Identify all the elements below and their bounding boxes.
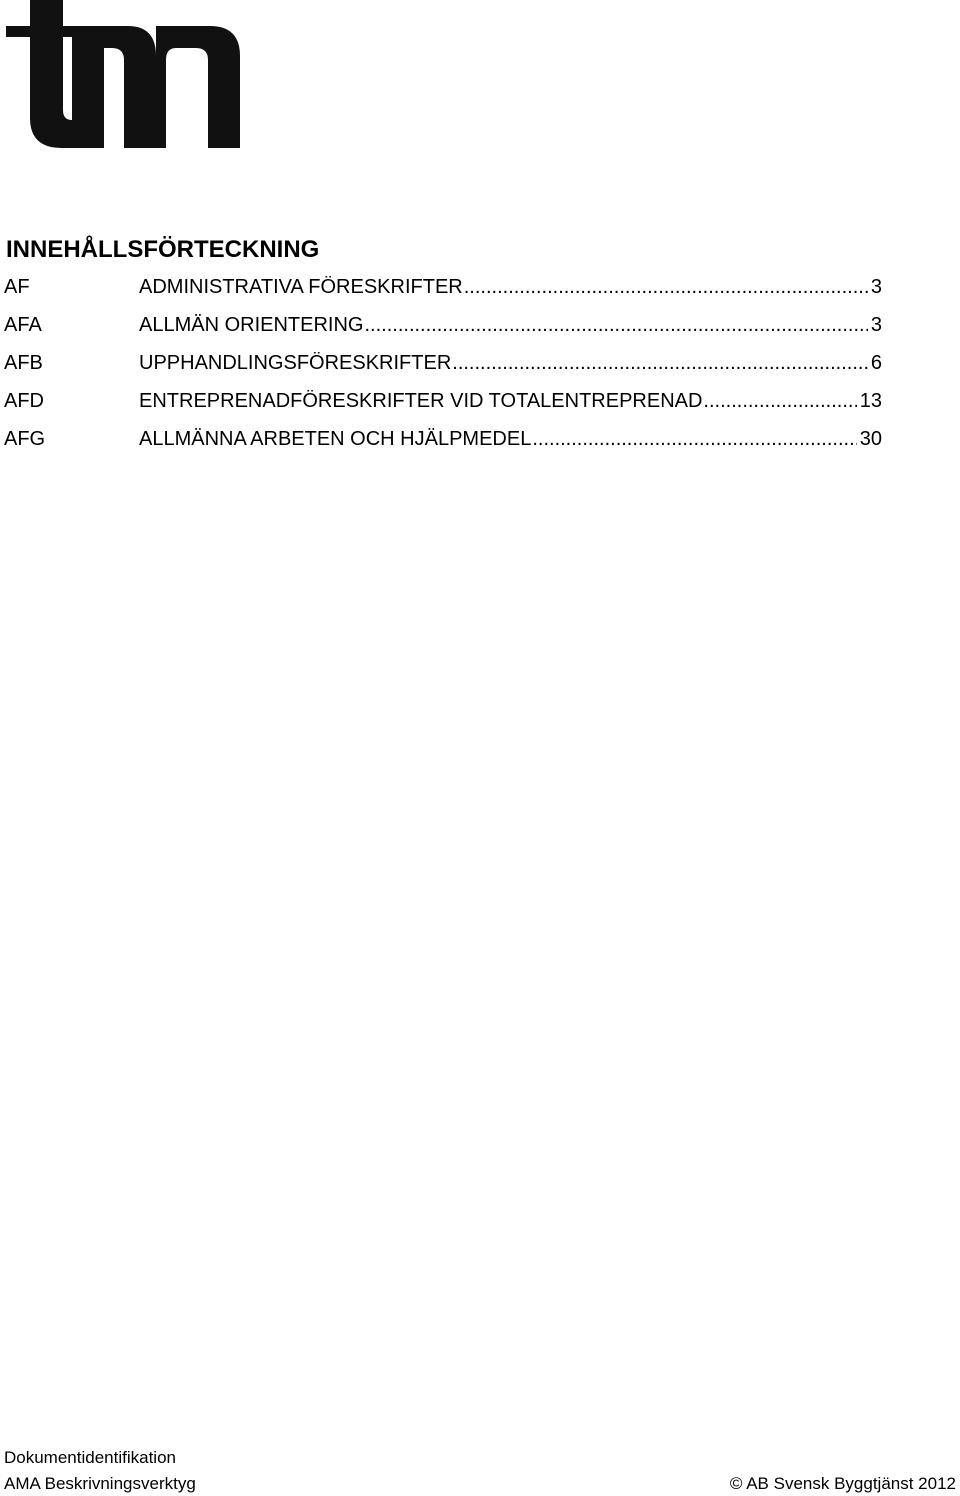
toc-code: AFG xyxy=(4,428,46,450)
toc-label: ADMINISTRATIVA FÖRESKRIFTER xyxy=(139,276,463,298)
toc-entry xyxy=(139,276,882,299)
footer-copyright: © AB Svensk Byggtjänst 2012 xyxy=(729,1474,956,1493)
toc-row[interactable] xyxy=(4,276,882,314)
toc-entry xyxy=(139,352,882,375)
toc-code: AFB xyxy=(4,352,43,374)
toc-label: ENTREPRENADFÖRESKRIFTER VID TOTALENTREPRENAD xyxy=(139,390,703,412)
footer-document-id-label: Dokumentidentifikation xyxy=(4,1448,176,1467)
toc-leader-dots xyxy=(464,276,868,299)
table-of-contents xyxy=(4,276,882,466)
toc-page-number: 3 xyxy=(870,276,882,298)
toc-row[interactable] xyxy=(4,390,882,428)
toc-entry xyxy=(139,314,882,337)
footer-tool-name: AMA Beskrivningsverktyg xyxy=(4,1474,196,1493)
toc-leader-dots xyxy=(532,428,856,451)
toc-entry xyxy=(139,390,882,413)
toc-row[interactable] xyxy=(4,428,882,466)
toc-title: INNEHÅLLSFÖRTECKNING xyxy=(6,236,320,263)
toc-code: AFA xyxy=(4,314,42,336)
toc-entry xyxy=(139,428,882,451)
toc-label: ALLMÄNNA ARBETEN OCH HJÄLPMEDEL xyxy=(139,428,532,450)
toc-label: ALLMÄN ORIENTERING xyxy=(139,314,364,336)
toc-page-number: 6 xyxy=(870,352,882,374)
toc-label: UPPHANDLINGSFÖRESKRIFTER xyxy=(139,352,452,374)
toc-page-number: 3 xyxy=(870,314,882,336)
toc-leader-dots xyxy=(703,390,856,413)
tm-logo xyxy=(6,0,242,150)
toc-page-number: 30 xyxy=(859,428,882,450)
toc-row[interactable] xyxy=(4,352,882,390)
toc-leader-dots xyxy=(452,352,868,375)
toc-row[interactable] xyxy=(4,314,882,352)
toc-code: AF xyxy=(4,276,30,298)
toc-leader-dots xyxy=(364,314,867,337)
toc-code: AFD xyxy=(4,390,44,412)
toc-page-number: 13 xyxy=(859,390,882,412)
